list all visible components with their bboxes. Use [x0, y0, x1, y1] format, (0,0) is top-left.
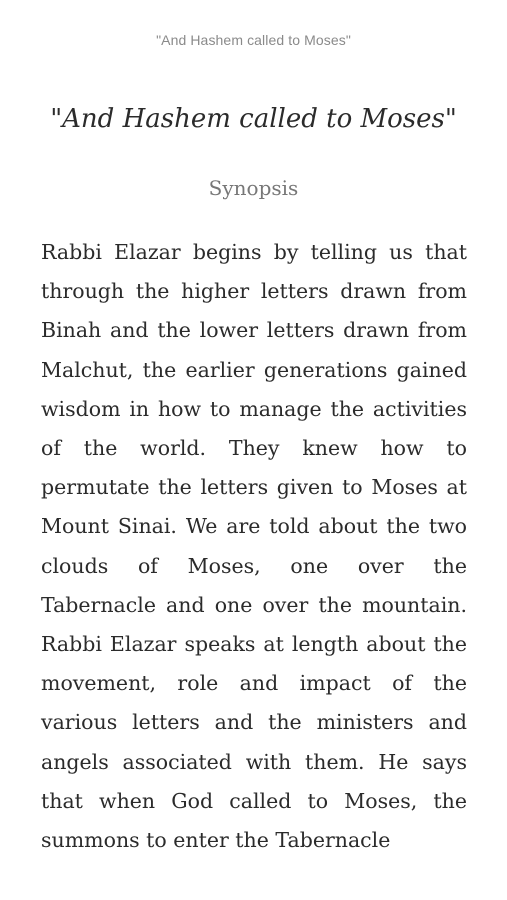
body-paragraph: Rabbi Elazar begins by telling us that through the higher letters drawn from Binah and the lower letters drawn from Malchut, the earlier generations gained wisdom in how to manage the activities of the world. They knew how to permutate the letters given to Moses at Mount Sinai. We are told about the two clouds of Moses, one over the Tabernacle and one over the mountain. Rabbi Elazar speaks at length about the movement, role and impact of the various letters and the ministers and angels associated with them. He says that when God called to Moses, the summons to enter the Tabernacle	[41, 240, 467, 853]
section-heading: Synopsis	[208, 176, 299, 200]
running-header-title: "And Hashem called to Moses"	[156, 32, 351, 48]
chapter-title: "And Hashem called to Moses"	[50, 104, 457, 134]
reading-area[interactable]	[41, 233, 467, 853]
